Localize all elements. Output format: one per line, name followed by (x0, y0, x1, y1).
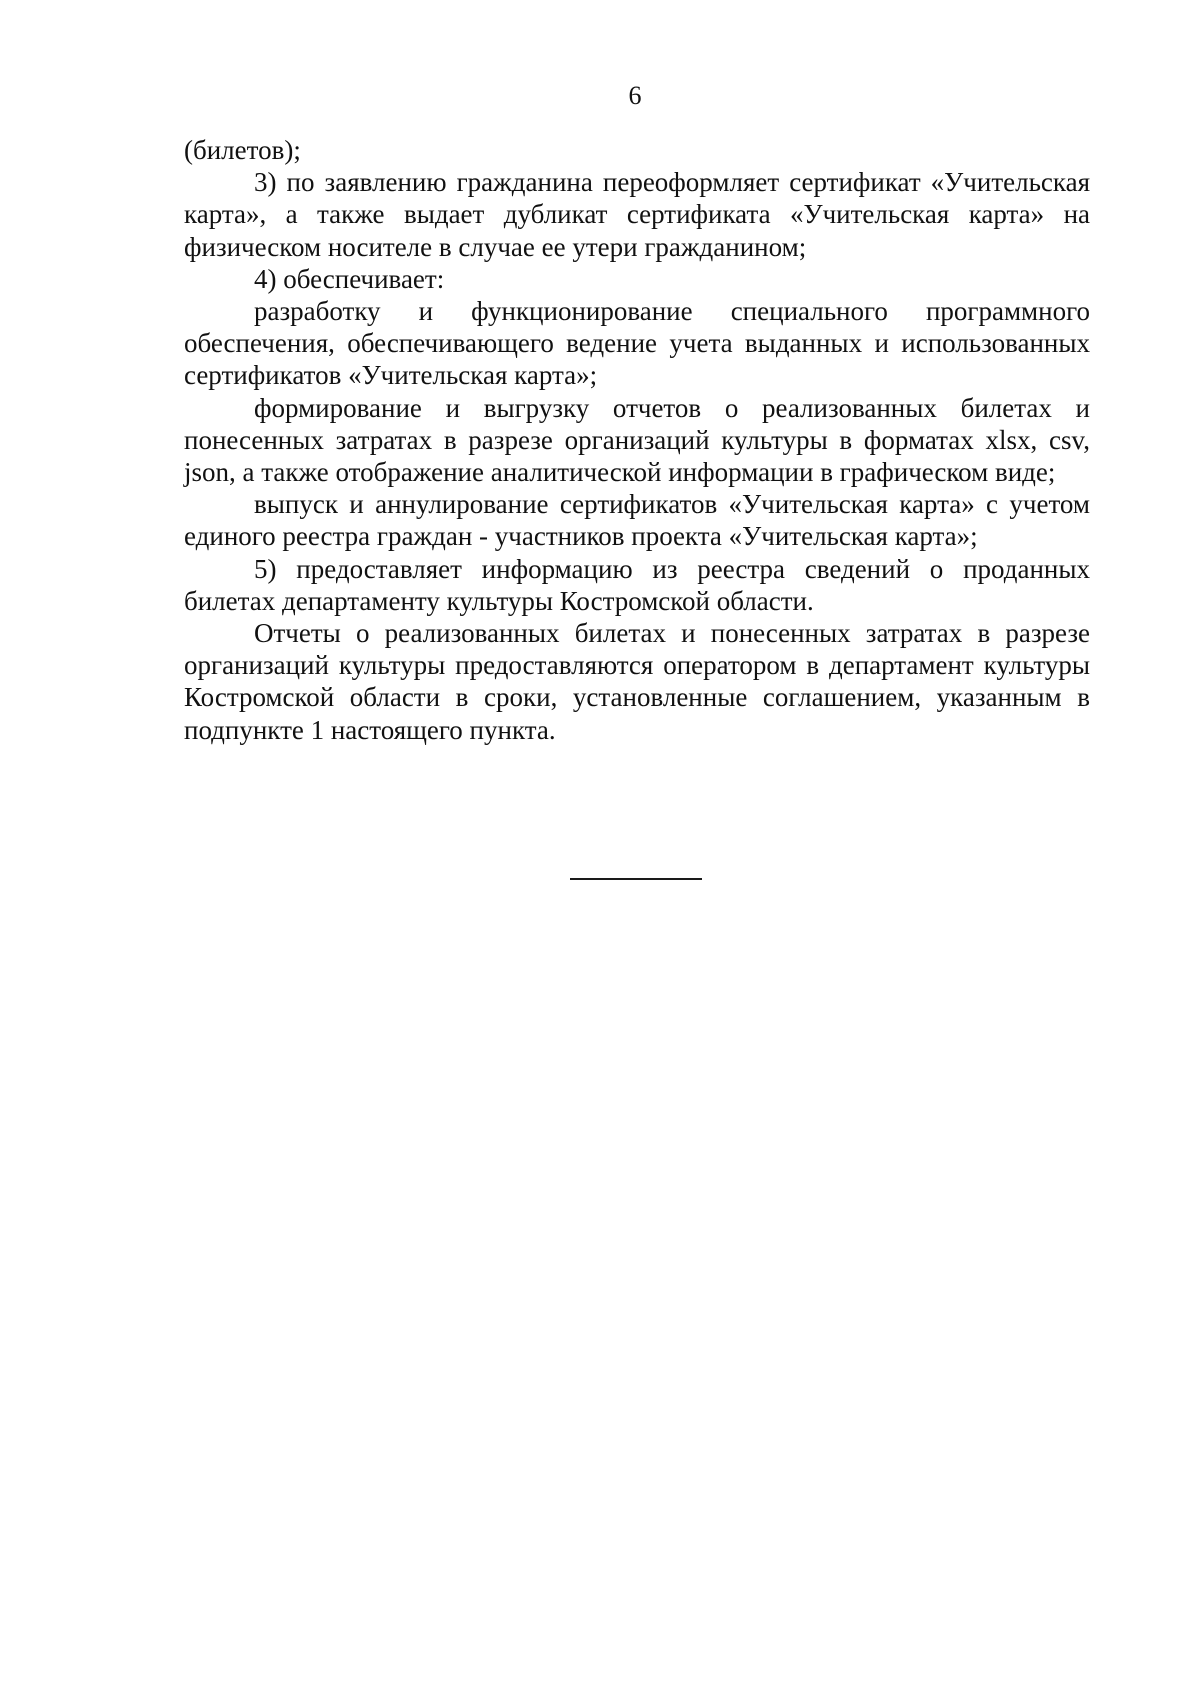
document-body (184, 134, 1090, 746)
paragraph-continuation: (билетов); (184, 135, 301, 165)
end-divider-line (570, 878, 702, 880)
paragraph-item-3: 3) по заявлению гражданина переоформляет сертификат «Учительская карта», а также выдает дубликат сертификата «Учительская карта» на физическом носителе в случае ее утери гражданином; (184, 167, 1090, 262)
paragraph-software: разработку и функционирование специального программного обеспечения, обеспечивающего ведение учета выданных и использованных сертификатов «Учительская карта»; (184, 296, 1090, 391)
paragraph-reports-deadline: Отчеты о реализованных билетах и понесенных затратах в разрезе организаций культуры предоставляются оператором в департамент культуры Костромской области в сроки, установленные соглашением, указанным в подпункте 1 настоящего пункта. (184, 618, 1090, 745)
paragraph-reports: формирование и выгрузку отчетов о реализованных билетах и понесенных затратах в разрезе организаций культуры в форматах xlsx, csv, json, а также отображение аналитической информации в графическом виде; (184, 392, 1090, 488)
paragraph-item-4: 4) обеспечивает: (254, 263, 445, 294)
paragraph-item-5: 5) предоставляет информацию из реестра сведений о проданных билетах департаменту культуры Костромской области. (184, 553, 1090, 616)
page-number: 6 (628, 81, 642, 110)
paragraph-certificates: выпуск и аннулирование сертификатов «Учительская карта» с учетом единого реестра граждан - участников проекта «Учительская карта»; (184, 489, 1090, 552)
